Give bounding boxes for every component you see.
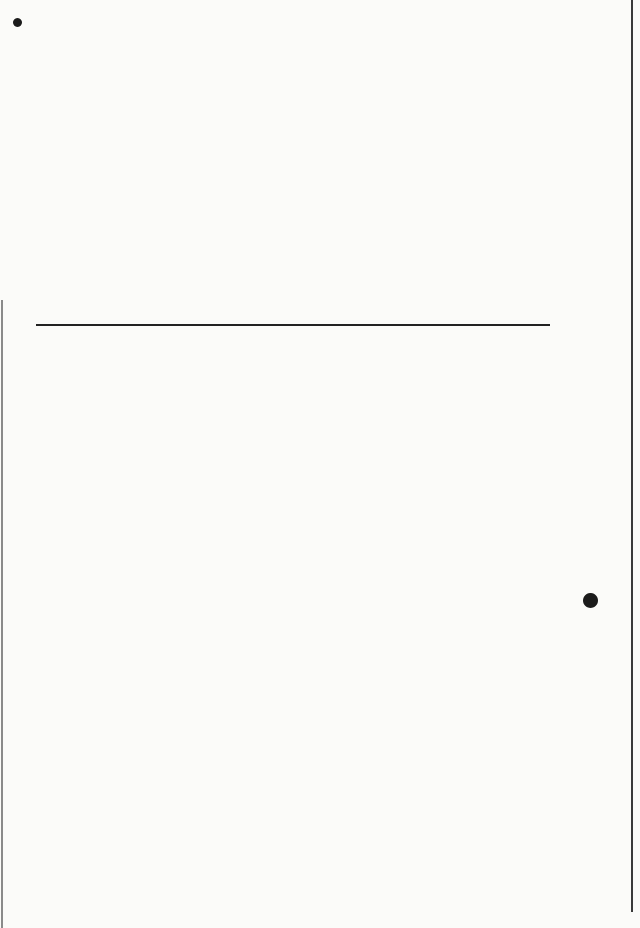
page-edge-right bbox=[631, 0, 633, 912]
punch-hole-mark bbox=[583, 593, 598, 608]
punch-hole-mark bbox=[13, 18, 22, 27]
conclusions-intro bbox=[90, 324, 545, 342]
page-edge-left bbox=[1, 300, 3, 928]
